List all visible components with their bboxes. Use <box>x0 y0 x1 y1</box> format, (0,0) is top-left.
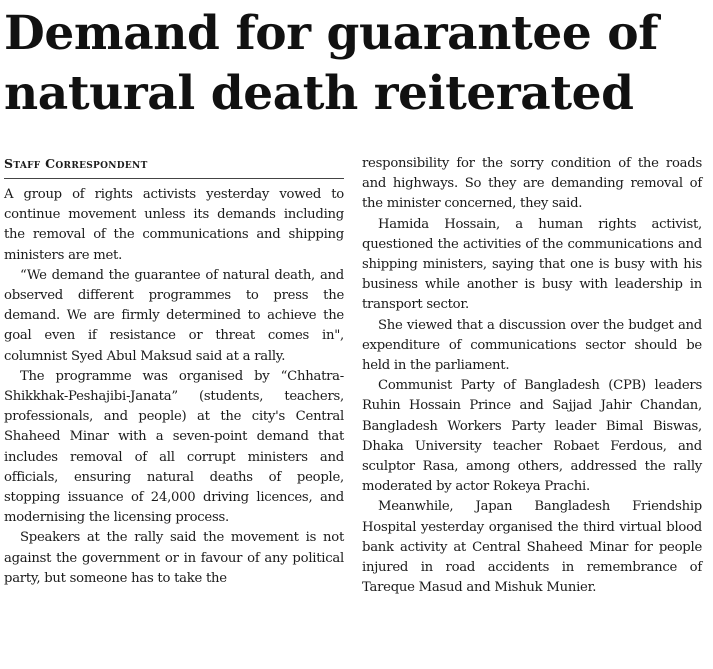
article-paragraph: responsibility for the sorry condition of the roads and highways. So they are demanding removal of the minister concerned, they said. <box>362 156 702 212</box>
article-column-right <box>362 154 702 598</box>
byline-divider <box>4 178 344 179</box>
article-paragraph: She viewed that a discussion over the budget and expenditure of communications sector should be held in the parliament. <box>362 317 702 374</box>
byline: Staff Correspondent <box>4 156 148 171</box>
article-column-left <box>4 154 344 589</box>
article-paragraph: A group of rights activists yesterday vowed to continue movement unless its demands including the removal of the communications and shipping ministers are met. <box>4 187 344 263</box>
article-paragraph: The programme was organised by “Chhatra-Shikkhak-Peshajibi-Janata” (students, teachers, professionals, and people) at the city's Central Shaheed Minar with a seven-point demand that includes removal of all corrupt ministers and officials, ensuring natural deaths of people, stopping issuance of 24,000 driving licences, and modernising the licensing process. <box>4 368 344 526</box>
article-paragraph: “We demand the guarantee of natural death, and observed different programmes to press the demand. We are firmly determined to achieve the goal even if resistance or threat comes in", columnist Syed Abul Maksud said at a rally. <box>4 267 344 364</box>
article-paragraph: Hamida Hossain, a human rights activist, questioned the activities of the communications and shipping ministers, saying that one is busy with his business while another is busy with leadership in transport sector. <box>362 216 702 313</box>
article-paragraph: Communist Party of Bangladesh (CPB) leaders Ruhin Hossain Prince and Sajjad Jahir Chandan, Bangladesh Workers Party leader Bimal Biswas, Dhaka University teacher Robaet Ferdous, and sculptor Rasa, among others, addressed the rally moderated by actor Rokeya Prachi. <box>362 378 702 495</box>
article-headline: Demand for guarantee of natural death reiterated <box>4 6 659 121</box>
article-paragraph: Meanwhile, Japan Bangladesh Friendship Hospital yesterday organised the third virtual blood bank activity at Central Shaheed Minar for people injured in road accidents in remembrance of Tareque Masud and Mishuk Munier. <box>362 499 702 596</box>
article-paragraph: Speakers at the rally said the movement is not against the government or in favour of any political party, but someone has to take the <box>4 530 344 586</box>
